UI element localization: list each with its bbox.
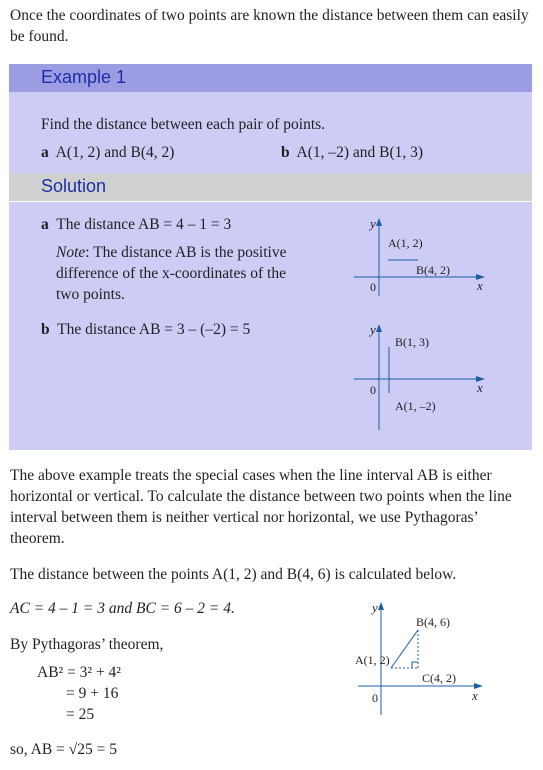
sol-b-label: b <box>41 321 50 338</box>
solution-header <box>9 173 532 201</box>
part-a-label: a <box>41 144 49 161</box>
solution-b <box>41 319 250 340</box>
graph-b-origin: 0 <box>370 383 376 397</box>
intro-text: Once the coordinates of two points are known the distance between them can easily be found. <box>10 7 529 45</box>
graph-b-point-b: B(1, 3) <box>395 335 429 349</box>
graph-c-point-c: C(4, 2) <box>422 671 456 685</box>
graph-a <box>344 214 494 304</box>
part-b-label: b <box>281 144 290 161</box>
note <box>56 242 296 305</box>
work-final: so, AB = √25 = 5 <box>10 741 117 758</box>
solution-a <box>41 214 231 235</box>
work-eq-1: AB² = 3² + 4² <box>37 664 121 681</box>
graph-c-y-arrow <box>378 602 384 610</box>
example-question: Find the distance between each pair of points. <box>41 116 326 133</box>
part-b <box>281 142 423 163</box>
graph-a-point-a: A(1, 2) <box>388 236 423 250</box>
graph-c <box>350 598 500 718</box>
graph-c-point-a: A(1, 2) <box>355 653 390 667</box>
part-a <box>41 142 174 163</box>
graph-b-x-label: x <box>477 380 483 395</box>
example-title: Example 1 <box>41 67 127 87</box>
sol-a-label: a <box>41 216 49 233</box>
example-box <box>9 64 532 450</box>
work-eq-2: = 9 + 16 <box>66 685 119 702</box>
graph-a-origin: 0 <box>370 280 376 294</box>
graph-c-point-b: B(4, 6) <box>416 615 450 629</box>
solution-title: Solution <box>41 176 107 196</box>
graph-a-point-b: B(4, 2) <box>416 263 450 277</box>
graph-a-y-arrow <box>376 218 382 226</box>
work-line-1: AC = 4 – 1 = 3 and BC = 6 – 2 = 4. <box>10 600 235 617</box>
paragraph-1: The above example treats the special cases when the line interval AB is either horizontal or vertical. To calculate the distance between two points when the line interval between them is neither vertical nor horizontal, we use Pythagoras’ theorem. <box>10 467 512 547</box>
sol-b-text: The distance AB = 3 – (–2) = 5 <box>57 321 251 338</box>
graph-c-y-label: y <box>372 600 378 615</box>
solution-separator <box>9 201 532 202</box>
graph-c-x-label: x <box>472 688 478 703</box>
paragraph-2: The distance between the points A(1, 2) and B(4, 6) is calculated below. <box>10 566 457 583</box>
graph-b-y-arrow <box>376 324 382 332</box>
graph-b-point-a: A(1, –2) <box>395 399 436 413</box>
graph-b-y-label: y <box>370 322 376 337</box>
part-b-text: A(1, –2) and B(1, 3) <box>296 144 424 161</box>
sol-a-text: The distance AB = 4 – 1 = 3 <box>56 216 232 233</box>
part-a-text: A(1, 2) and B(4, 2) <box>55 144 175 161</box>
graph-a-y-label: y <box>370 216 376 231</box>
note-label: Note <box>56 244 86 261</box>
example-header <box>9 64 532 92</box>
graph-b <box>344 320 494 432</box>
work-line-2: By Pythagoras’ theorem, <box>10 636 164 653</box>
graph-a-x-label: x <box>477 278 483 293</box>
work-eq-3: = 25 <box>66 706 95 723</box>
graph-c-right-angle <box>412 662 418 668</box>
note-text: : The distance AB is the positive difference of the x-coordinates of the two points. <box>56 244 287 303</box>
graph-c-origin: 0 <box>372 691 378 705</box>
